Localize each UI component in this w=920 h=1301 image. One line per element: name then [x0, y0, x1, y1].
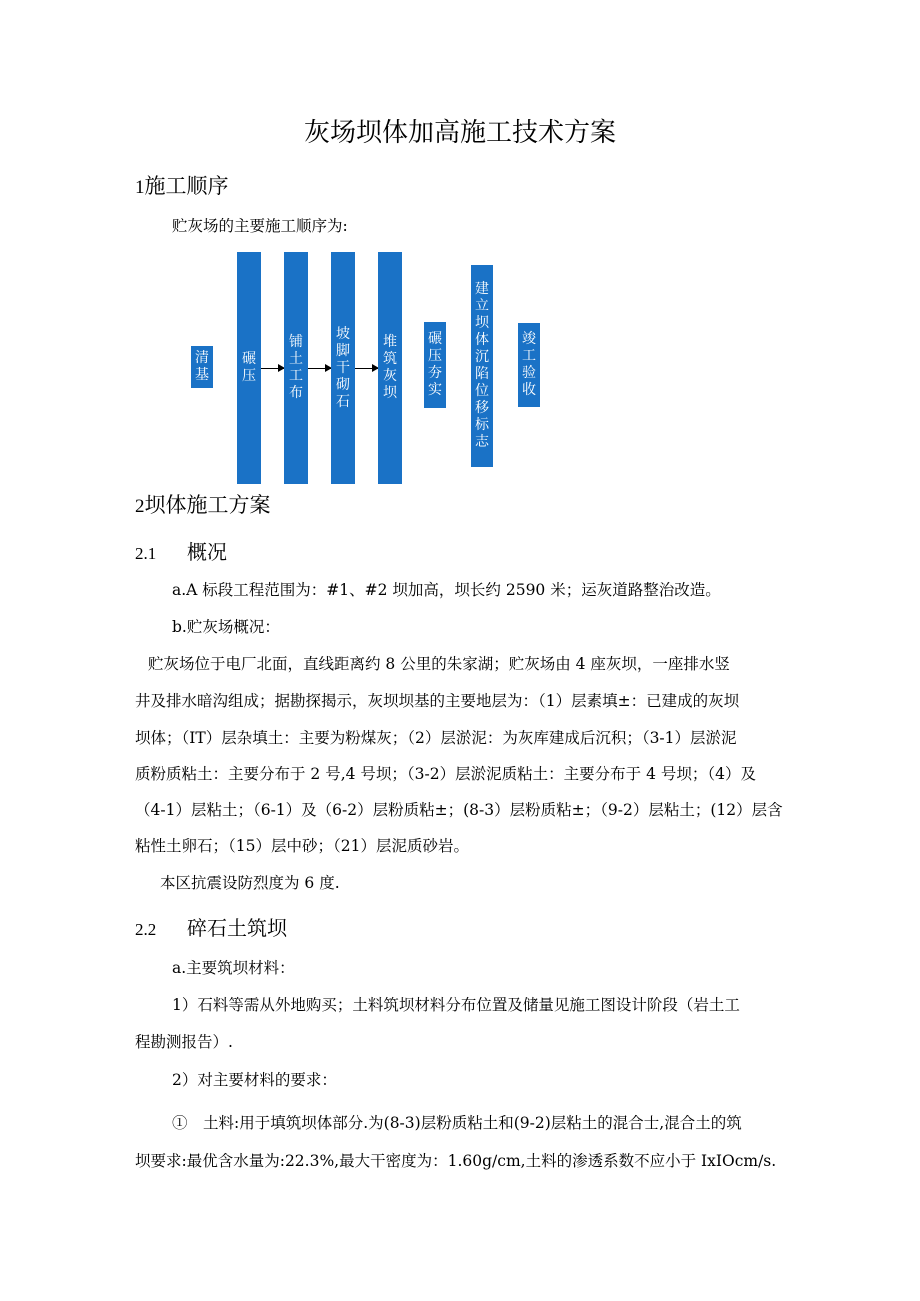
flow-arrow	[308, 368, 331, 369]
paragraph-line: （4-1）层粘土；（6-1）及（6-2）层粉质粘±；(8-3）层粉质粘±；（9-2）层粘土；(12）层含	[135, 801, 783, 819]
subsection-2-1-heading	[135, 536, 227, 565]
paragraph-line: 粘性土卵石；（15）层中砂；（21）层泥质砂岩。	[135, 837, 469, 855]
flow-step-compaction-tamping	[424, 322, 446, 408]
flow-step-label: 铺土工布	[289, 334, 303, 401]
subsection-title: 碎石土筑坝	[187, 916, 287, 940]
subsection-number: 2.1	[135, 544, 157, 563]
subsection-2-2-heading	[135, 912, 287, 941]
flow-intro-text: 贮灰场的主要施工顺序为:	[172, 217, 348, 235]
flow-step-label: 建立坝体沉陷位移标志	[475, 281, 489, 450]
ash-yard-overview-heading: b.贮灰场概况：	[172, 618, 280, 636]
flow-step-geotextile	[284, 252, 308, 484]
section-2-heading	[135, 489, 271, 519]
flow-step-label: 碾压夯实	[428, 331, 442, 398]
paragraph-line: 井及排水暗沟组成；据勘探揭示，灰坝坝基的主要地层为：（1）层素填±：已建成的灰坝	[135, 692, 740, 710]
flow-step-label: 碾压	[242, 351, 256, 384]
flow-step-label: 坡脚干砌石	[336, 325, 350, 410]
subsection-number: 2.2	[135, 920, 157, 939]
soil-material-line: ① 土料:用于填筑坝体部分.为(8-3)层粉质粘土和(9-2)层粘土的混合士,混合土的筑	[172, 1114, 742, 1132]
document-title: 灰场坝体加高施工技术方案	[303, 118, 616, 148]
section-title: 施工顺序	[144, 174, 229, 198]
flow-step-ash-dam	[378, 252, 402, 484]
flow-step-compaction	[237, 252, 261, 484]
subsection-title: 概况	[187, 540, 227, 564]
flow-step-settlement-markers	[471, 265, 493, 467]
flow-step-label: 堆筑灰坝	[383, 334, 397, 401]
flow-step-label: 清基	[195, 350, 209, 383]
flow-arrow	[355, 368, 378, 369]
materials-heading: a.主要筑坝材料：	[172, 959, 295, 977]
flow-step-toe-masonry	[331, 252, 355, 484]
flow-arrow	[261, 368, 284, 369]
scope-paragraph: a.A 标段工程范围为：#1、#2 坝加高，坝长约 2590 米；运灰道路整治改造。	[172, 581, 721, 599]
paragraph-line: 质粉质粘土：主要分布于 2 号,4 号坝；（3-2）层淤泥质粘土：主要分布于 4 号坝；（4）及	[135, 765, 756, 783]
soil-material-line: 坝要求:最优含水量为:22.3%,最大干密度为：1.60g∕cm,土料的渗透系数不应小于 IxIOcm∕s.	[135, 1152, 777, 1170]
materials-item-2: 2）对主要材料的要求：	[172, 1071, 337, 1089]
paragraph-line: 坝体；（IT）层杂填土：主要为粉煤灰；（2）层淤泥：为灰库建成后沉积；（3-1）层淤泥	[135, 729, 737, 747]
flow-step-clearing	[191, 346, 213, 388]
section-number: 1	[135, 177, 145, 198]
section-1-heading	[135, 170, 229, 200]
paragraph-line: 贮灰场位于电厂北面，直线距离约 8 公里的朱家湖；贮灰场由 4 座灰坝，一座排水竖	[148, 655, 730, 673]
flow-step-label: 竣工验收	[522, 331, 536, 398]
section-number: 2	[135, 496, 145, 517]
flow-step-acceptance	[518, 323, 540, 407]
section-title: 坝体施工方案	[144, 493, 271, 517]
materials-item-1-line: 程勘测报告）.	[135, 1033, 233, 1051]
seismic-intensity-text: 本区抗震设防烈度为 6 度.	[160, 874, 340, 892]
materials-item-1-line: 1）石料等需从外地购买；土料筑坝材料分布位置及储量见施工图设计阶段（岩土工	[172, 996, 740, 1014]
